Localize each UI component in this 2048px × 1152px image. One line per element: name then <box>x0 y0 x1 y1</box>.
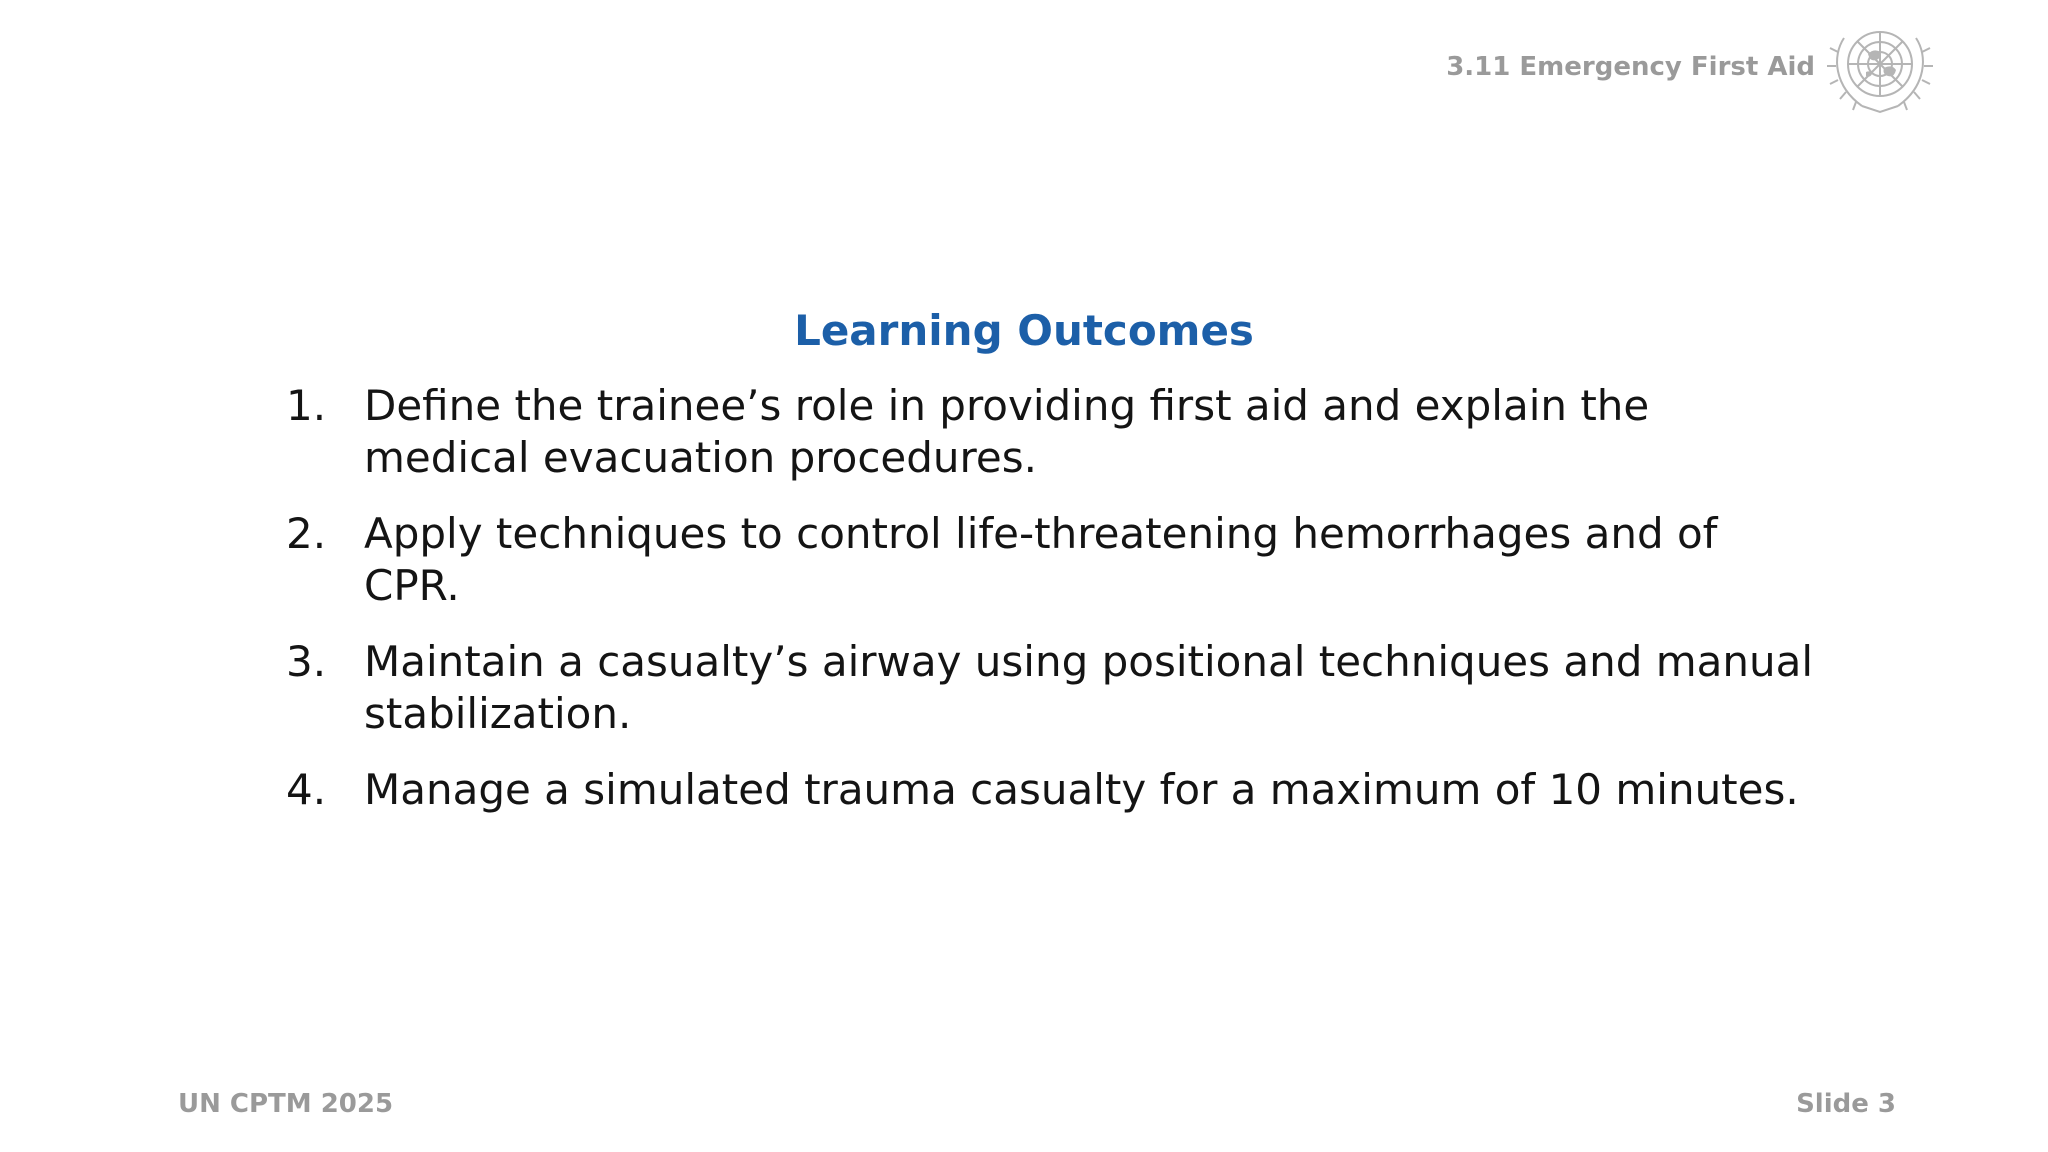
slide-number: Slide 3 <box>1796 1089 1896 1119</box>
un-emblem-icon <box>1822 16 1938 118</box>
outcome-item <box>286 764 1826 816</box>
outcome-text: Define the trainee’s role in providing first aid and explain the medical evacuation procedures. <box>364 381 1650 482</box>
slide-heading: Learning Outcomes <box>794 306 1254 355</box>
outcome-text: Manage a simulated trauma casualty for a maximum of 10 minutes. <box>364 765 1799 814</box>
outcome-item <box>286 636 1826 740</box>
outcome-number: 3. <box>286 637 327 686</box>
learning-outcomes-list <box>286 380 1826 840</box>
outcome-text: Apply techniques to control life-threatening hemorrhages and of CPR. <box>364 509 1718 610</box>
outcome-item <box>286 380 1826 484</box>
outcome-number: 1. <box>286 381 327 430</box>
module-title: 3.11 Emergency First Aid <box>1446 52 1815 82</box>
outcome-number: 2. <box>286 509 327 558</box>
outcome-item <box>286 508 1826 612</box>
outcome-number: 4. <box>286 765 327 814</box>
outcome-text: Maintain a casualty’s airway using positional techniques and manual stabilization. <box>364 637 1814 738</box>
footer-course-label: UN CPTM 2025 <box>178 1089 394 1119</box>
